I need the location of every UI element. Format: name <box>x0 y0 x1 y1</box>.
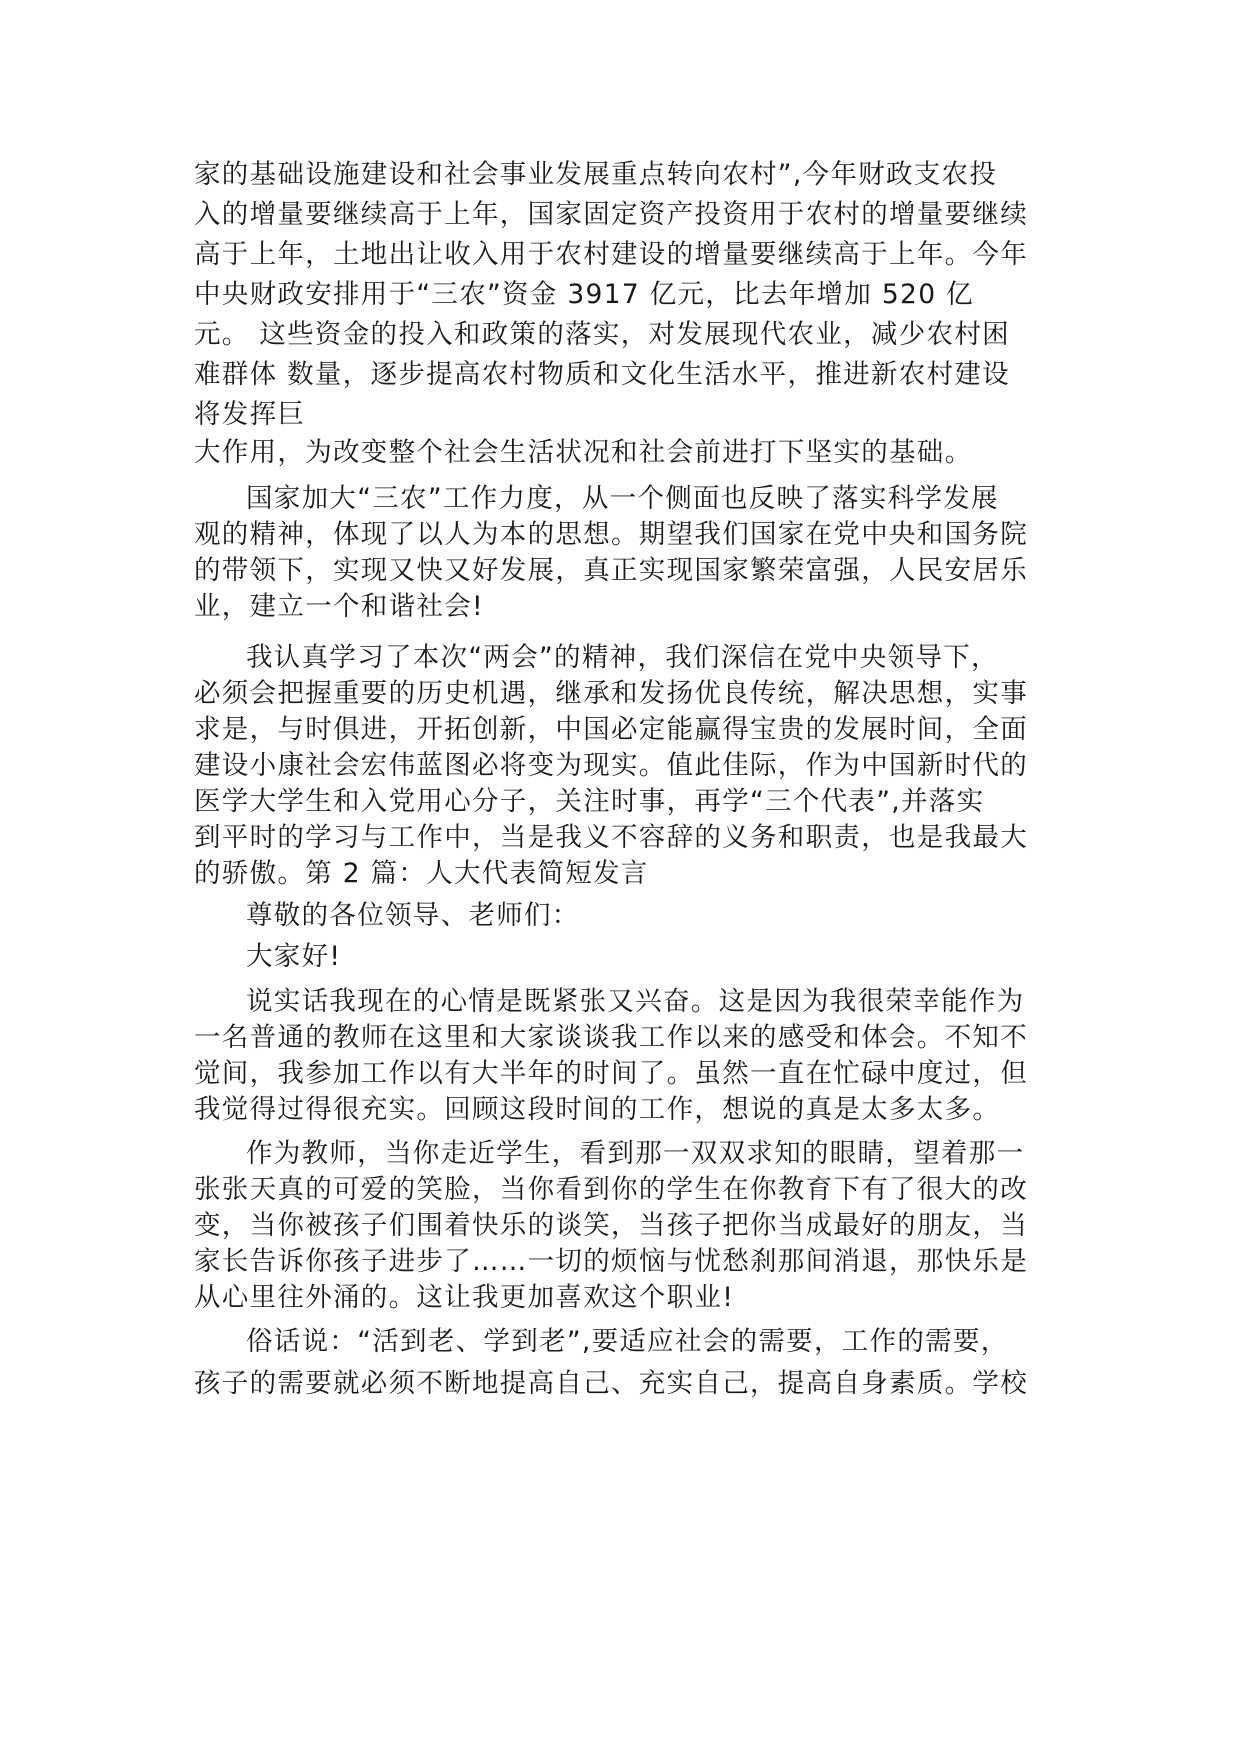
text-line: 孩子的需要就必须不断地提高自己、充实自己，提高自身素质。学校 <box>194 1368 1028 1399</box>
text-line: 将发挥巨 <box>194 399 306 430</box>
paragraph-first-line: 国家加大“三农”工作力度，从一个侧面也反映了落实科学发展 <box>246 483 999 514</box>
text-line: 高于上年，土地出让收入用于农村建设的增量要继续高于上年。今年 <box>194 239 1028 270</box>
text-line: 我觉得过得很充实。回顾这段时间的工作，想说的真是太多太多。 <box>194 1094 1001 1125</box>
text-line: 张张天真的可爱的笑脸，当你看到你的学生在你教育下有了很大的改 <box>194 1174 1028 1205</box>
text-line: 的带领下，实现又快又好发展，真正实现国家繁荣富强，人民安居乐 <box>194 555 1028 586</box>
text-line: 家的基础设施建设和社会事业发展重点转向农村”,今年财政支农投 <box>194 159 998 190</box>
text-line: 元。 这些资金的投入和政策的落实，对发展现代农业，减少农村困 <box>194 319 1010 350</box>
section-heading-line: 的骄傲。第 2 篇：人大代表简短发言 <box>194 858 649 889</box>
text-line: 从心里往外涌的。这让我更加喜欢这个职业! <box>194 1282 735 1313</box>
text-line: 中央财政安排用于“三农”资金 3917 亿元，比去年增加 520 亿 <box>194 279 974 310</box>
paragraph-first-line: 我认真学习了本次“两会”的精神，我们深信在党中央领导下， <box>246 642 999 673</box>
text-line: 观的精神，体现了以人为本的思想。期望我们国家在党中央和国务院 <box>194 519 1028 550</box>
text-line: 入的增量要继续高于上年，国家固定资产投资用于农村的增量要继续 <box>194 199 1028 230</box>
text-line: 难群体 数量，逐步提高农村物质和文化生活水平，推进新农村建设 <box>194 359 1010 390</box>
text-line: 大作用，为改变整个社会生活状况和社会前进打下坚实的基础。 <box>194 437 973 468</box>
text-line: 一名普通的教师在这里和大家谈谈我工作以来的感受和体会。不知不 <box>194 1022 1028 1053</box>
salutation: 尊敬的各位领导、老师们： <box>246 900 580 931</box>
text-line: 求是，与时俱进，开拓创新，中国必定能赢得宝贵的发展时间，全面 <box>194 714 1028 745</box>
text-line: 医学大学生和入党用心分子，关注时事，再学“三个代表”,并落实 <box>194 786 985 817</box>
paragraph-first-line: 说实话我现在的心情是既紧张又兴奋。这是因为我很荣幸能作为 <box>246 986 1025 1017</box>
text-line: 业，建立一个和谐社会! <box>194 591 484 622</box>
text-line: 必须会把握重要的历史机遇，继承和发扬优良传统，解决思想，实事 <box>194 678 1028 709</box>
text-line: 家长告诉你孩子进步了……一切的烦恼与忧愁刹那间消退，那快乐是 <box>194 1246 1028 1277</box>
text-line: 建设小康社会宏伟蓝图必将变为现实。值此佳际，作为中国新时代的 <box>194 750 1028 781</box>
text-line: 觉间，我参加工作以有大半年的时间了。虽然一直在忙碌中度过，但 <box>194 1058 1028 1089</box>
text-line: 到平时的学习与工作中，当是我义不容辞的义务和职责，也是我最大 <box>194 822 1028 853</box>
greeting: 大家好! <box>246 941 342 972</box>
paragraph-first-line: 作为教师，当你走近学生，看到那一双双求知的眼睛，望着那一 <box>246 1138 1025 1169</box>
paragraph-first-line: 俗话说：“活到老、学到老”,要适应社会的需要，工作的需要， <box>246 1326 1009 1357</box>
text-line: 变，当你被孩子们围着快乐的谈笑，当孩子把你当成最好的朋友，当 <box>194 1210 1028 1241</box>
